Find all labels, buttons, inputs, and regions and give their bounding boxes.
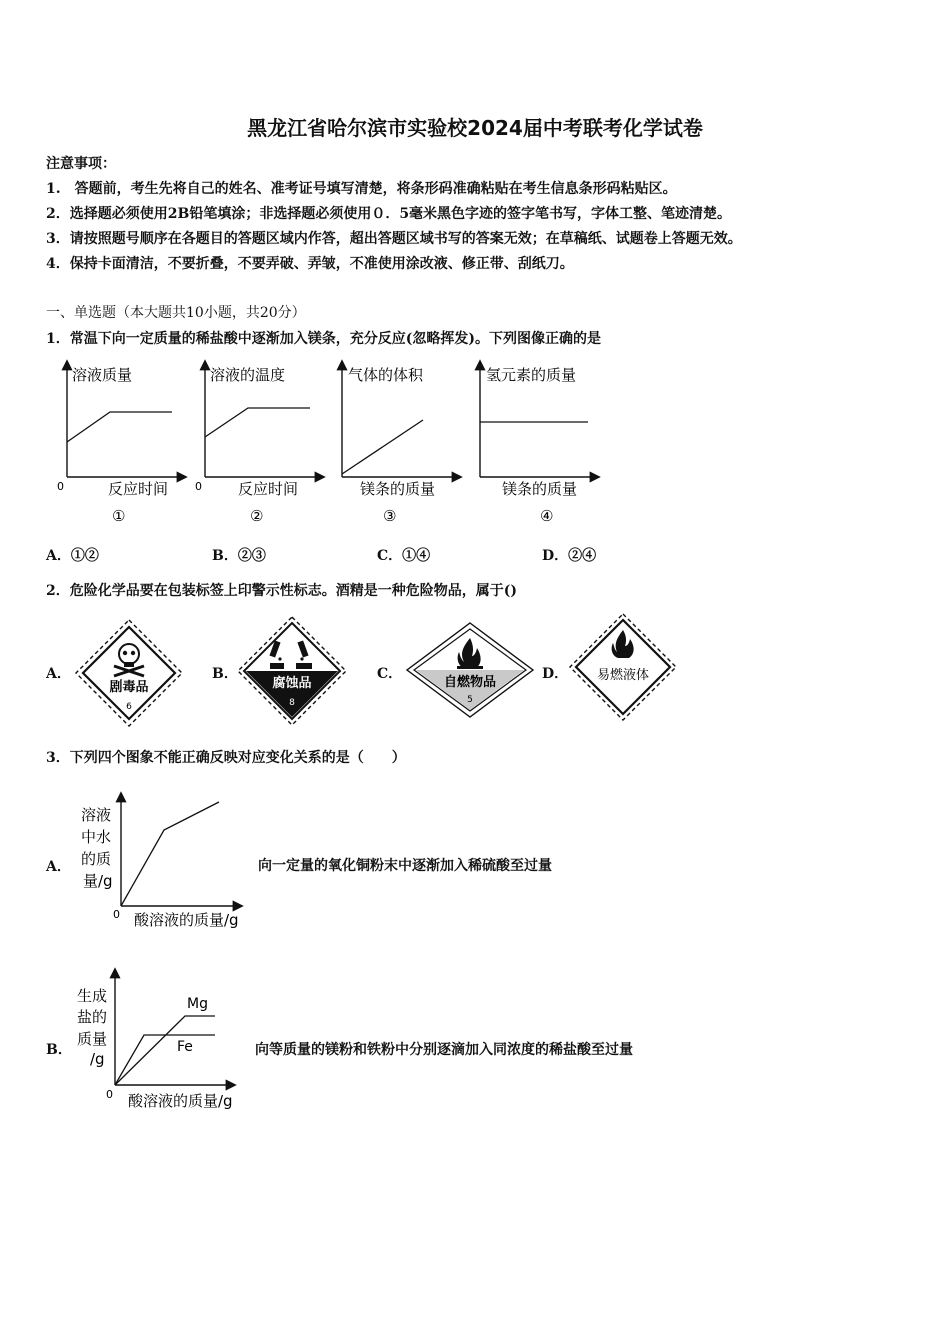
- question-3b-description: 向等质量的镁粉和铁粉中分别逐滴加入同浓度的稀盐酸至过量: [255, 1042, 633, 1058]
- x-label: 酸溶液的质量/g: [128, 1092, 233, 1110]
- option-c-letter[interactable]: C．: [377, 666, 403, 682]
- graph-3: [342, 362, 460, 525]
- series-label-mg: Mg: [187, 996, 208, 1012]
- sign-number: 8: [289, 698, 295, 708]
- option-b-letter[interactable]: B．: [212, 666, 238, 682]
- flammable-liquid-sign: [568, 612, 678, 722]
- option-c[interactable]: C．①④: [377, 548, 431, 564]
- sign-label: 腐蚀品: [272, 676, 312, 691]
- sign-number: 6: [126, 702, 132, 712]
- question-1-stem: 1．常温下向一定质量的稀盐酸中逐渐加入镁条，充分反应(忽略挥发)。下列图像正确的是: [46, 331, 601, 347]
- x-label: 镁条的质量: [360, 480, 436, 498]
- notice-item: 2．选择题必须使用2B铅笔填涂；非选择题必须使用０．5毫米黑色字迹的签字笔书写，字体工整、笔迹清楚。: [46, 206, 732, 222]
- question-3a-description: 向一定量的氧化铜粉末中逐渐加入稀硫酸至过量: [258, 858, 552, 874]
- option-a-letter[interactable]: A．: [46, 859, 71, 875]
- option-d-letter[interactable]: D．: [542, 666, 569, 682]
- graph-number: ③: [383, 507, 397, 525]
- y-label-line: 盐的: [77, 1008, 108, 1026]
- notice-item: 4．保持卡面清洁，不要折叠，不要弄破、弄皱，不准使用涂改液、修正带、刮纸刀。: [46, 256, 574, 272]
- graph-number: ①: [112, 507, 126, 525]
- series-label-fe: Fe: [177, 1039, 193, 1055]
- sign-label: 自燃物品: [443, 675, 497, 690]
- y-label-line: 质量: [77, 1030, 108, 1048]
- notice-heading: 注意事项：: [46, 156, 116, 172]
- y-label: 溶液的温度: [210, 366, 286, 384]
- section-heading: 一、单选题（本大题共10小题，共20分）: [46, 305, 306, 321]
- option-b[interactable]: B．②③: [212, 548, 266, 564]
- x-label: 酸溶液的质量/g: [134, 911, 239, 929]
- question-3a-graph: [76, 788, 256, 936]
- option-d[interactable]: D．②④: [542, 548, 597, 564]
- origin-label: 0: [57, 480, 64, 493]
- option-a-letter[interactable]: A．: [46, 666, 71, 682]
- origin-label: 0: [106, 1088, 113, 1101]
- toxic-sign: [74, 618, 184, 728]
- y-label: 气体的体积: [348, 366, 424, 384]
- graph-number: ②: [250, 507, 264, 525]
- page-title: 黑龙江省哈尔滨市实验校2024届中考联考化学试卷: [247, 116, 703, 140]
- origin-label: 0: [113, 908, 120, 921]
- question-3-stem: 3．下列四个图象不能正确反映对应变化关系的是（ ）: [46, 750, 406, 766]
- y-label-line: 中水: [81, 828, 112, 846]
- y-label: 溶液质量: [72, 366, 133, 384]
- notice-item: 1. 答题前，考生先将自己的姓名、准考证号填写清楚，将条形码准确粘贴在考生信息条形码粘贴区。: [46, 181, 677, 197]
- sign-label: 易燃液体: [596, 668, 650, 683]
- curve: [67, 412, 172, 442]
- origin-label: 0: [195, 480, 202, 493]
- self-ignite-sign: [404, 620, 536, 720]
- graph-number: ④: [540, 507, 554, 525]
- x-label: 反应时间: [238, 480, 299, 498]
- notice-item: 3．请按照题号顺序在各题目的答题区域内作答，超出答题区域书写的答案无效；在草稿纸、试题卷上答题无效。: [46, 231, 742, 247]
- graph-2: [195, 362, 323, 525]
- y-label-line: 量/g: [83, 872, 113, 890]
- curve: [205, 408, 310, 437]
- y-label: 氢元素的质量: [486, 366, 577, 384]
- corrosive-sign: [236, 615, 348, 727]
- graph-4: [480, 362, 598, 525]
- graph-1: [57, 362, 185, 525]
- question-1-graphs: [40, 352, 620, 532]
- x-label: 镁条的质量: [502, 480, 578, 498]
- y-label-line: 溶液: [81, 806, 112, 824]
- question-3b-graph: [72, 964, 252, 1114]
- option-b-letter[interactable]: B．: [46, 1042, 72, 1058]
- curve-mg: [115, 1016, 215, 1085]
- sign-label: 剧毒品: [109, 680, 149, 695]
- y-label-line: 生成: [77, 987, 108, 1005]
- y-label-line: /g: [90, 1050, 105, 1068]
- question-2-stem: 2．危险化学品要在包装标签上印警示性标志。酒精是一种危险物品，属于(): [46, 583, 517, 599]
- curve: [121, 802, 219, 906]
- option-a[interactable]: A．①②: [46, 548, 99, 564]
- sign-number: 5: [467, 695, 473, 705]
- curve-fe: [115, 1035, 215, 1085]
- x-label: 反应时间: [108, 480, 169, 498]
- y-label-line: 的质: [81, 850, 112, 868]
- curve: [342, 420, 423, 474]
